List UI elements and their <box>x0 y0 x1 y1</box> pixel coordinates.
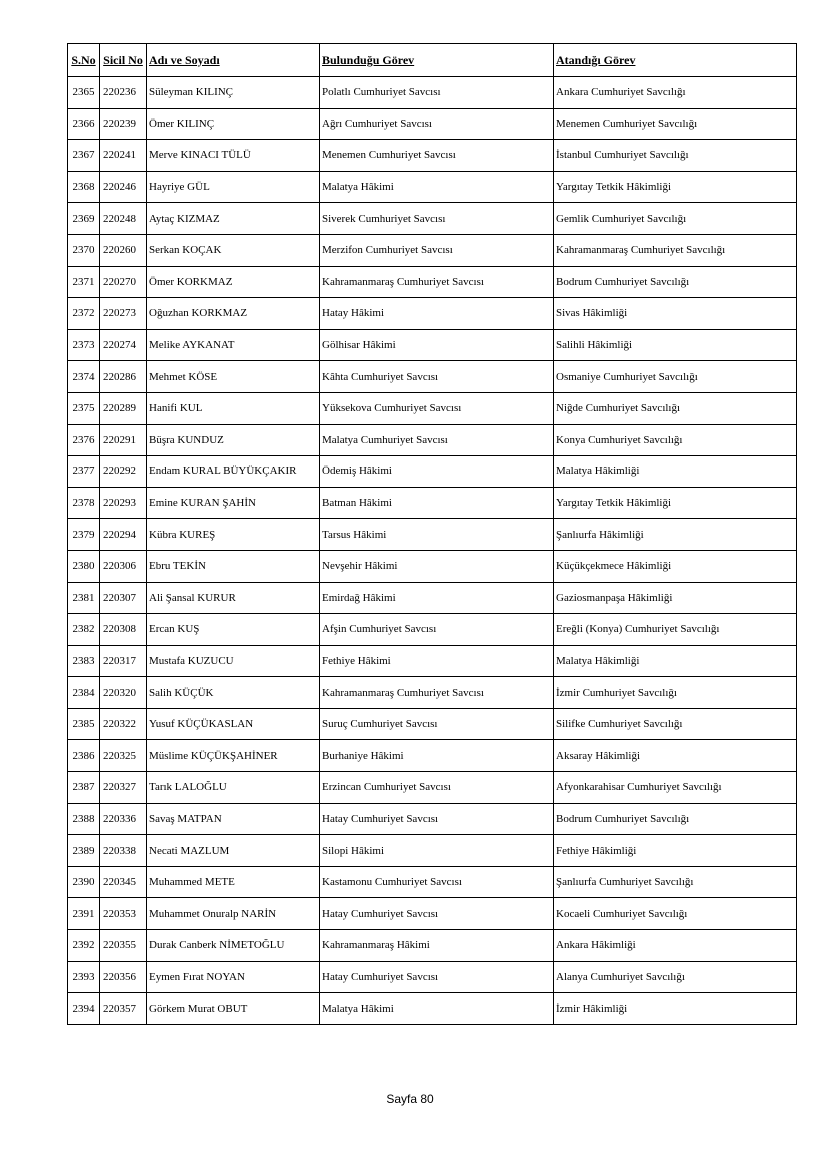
table-row <box>68 582 797 614</box>
cell-sno: 2379 <box>68 519 100 551</box>
table-row <box>68 930 797 962</box>
cell-current-post: Batman Hâkimi <box>320 487 554 519</box>
cell-sicil-no: 220308 <box>100 614 147 646</box>
table-row <box>68 171 797 203</box>
table-row <box>68 993 797 1025</box>
cell-current-post: Ödemiş Hâkimi <box>320 456 554 488</box>
cell-current-post: Malatya Cumhuriyet Savcısı <box>320 424 554 456</box>
table-header-row <box>68 44 797 77</box>
cell-sno: 2385 <box>68 708 100 740</box>
cell-assigned-post: Yargıtay Tetkik Hâkimliği <box>554 487 797 519</box>
cell-assigned-post: Küçükçekmece Hâkimliği <box>554 550 797 582</box>
cell-current-post: Siverek Cumhuriyet Savcısı <box>320 203 554 235</box>
cell-sicil-no: 220270 <box>100 266 147 298</box>
cell-name: Necati MAZLUM <box>147 835 320 867</box>
cell-current-post: Merzifon Cumhuriyet Savcısı <box>320 234 554 266</box>
header-current-post: Bulunduğu Görev <box>320 44 554 77</box>
cell-name: Muhammet Onuralp NARİN <box>147 898 320 930</box>
cell-sno: 2384 <box>68 677 100 709</box>
cell-sno: 2368 <box>68 171 100 203</box>
cell-assigned-post: Aksaray Hâkimliği <box>554 740 797 772</box>
header-assigned-post: Atandığı Görev <box>554 44 797 77</box>
cell-sno: 2392 <box>68 930 100 962</box>
cell-sno: 2378 <box>68 487 100 519</box>
cell-name: Ali Şansal KURUR <box>147 582 320 614</box>
cell-sno: 2367 <box>68 140 100 172</box>
cell-sicil-no: 220338 <box>100 835 147 867</box>
cell-sicil-no: 220273 <box>100 298 147 330</box>
cell-sicil-no: 220239 <box>100 108 147 140</box>
cell-current-post: Malatya Hâkimi <box>320 993 554 1025</box>
cell-sicil-no: 220248 <box>100 203 147 235</box>
cell-name: Büşra KUNDUZ <box>147 424 320 456</box>
cell-assigned-post: Ankara Hâkimliği <box>554 930 797 962</box>
table-row <box>68 487 797 519</box>
cell-sno: 2394 <box>68 993 100 1025</box>
cell-sno: 2386 <box>68 740 100 772</box>
cell-name: Durak Canberk NİMETOĞLU <box>147 930 320 962</box>
cell-sno: 2369 <box>68 203 100 235</box>
cell-assigned-post: Kahramanmaraş Cumhuriyet Savcılığı <box>554 234 797 266</box>
cell-assigned-post: Şanlıurfa Hâkimliği <box>554 519 797 551</box>
cell-name: Mustafa KUZUCU <box>147 645 320 677</box>
cell-sno: 2376 <box>68 424 100 456</box>
table-row <box>68 866 797 898</box>
cell-current-post: Kahramanmaraş Cumhuriyet Savcısı <box>320 677 554 709</box>
table-row <box>68 266 797 298</box>
cell-name: Endam KURAL BÜYÜKÇAKIR <box>147 456 320 488</box>
cell-assigned-post: Sivas Hâkimliği <box>554 298 797 330</box>
cell-sicil-no: 220241 <box>100 140 147 172</box>
cell-name: Hayriye GÜL <box>147 171 320 203</box>
cell-sno: 2393 <box>68 961 100 993</box>
cell-sicil-no: 220357 <box>100 993 147 1025</box>
cell-current-post: Hatay Cumhuriyet Savcısı <box>320 961 554 993</box>
cell-sno: 2387 <box>68 772 100 804</box>
cell-sicil-no: 220274 <box>100 329 147 361</box>
cell-sicil-no: 220294 <box>100 519 147 551</box>
cell-sicil-no: 220317 <box>100 645 147 677</box>
cell-name: Hanifi KUL <box>147 392 320 424</box>
cell-assigned-post: Osmaniye Cumhuriyet Savcılığı <box>554 361 797 393</box>
cell-assigned-post: Malatya Hâkimliği <box>554 645 797 677</box>
cell-sno: 2381 <box>68 582 100 614</box>
cell-sno: 2390 <box>68 866 100 898</box>
cell-sno: 2370 <box>68 234 100 266</box>
cell-sicil-no: 220322 <box>100 708 147 740</box>
cell-sicil-no: 220260 <box>100 234 147 266</box>
table-row <box>68 108 797 140</box>
cell-sno: 2372 <box>68 298 100 330</box>
table-row <box>68 361 797 393</box>
cell-name: Süleyman KILINÇ <box>147 77 320 109</box>
cell-current-post: Nevşehir Hâkimi <box>320 550 554 582</box>
cell-assigned-post: Gemlik Cumhuriyet Savcılığı <box>554 203 797 235</box>
cell-name: Serkan KOÇAK <box>147 234 320 266</box>
table-row <box>68 677 797 709</box>
cell-sicil-no: 220246 <box>100 171 147 203</box>
cell-assigned-post: Konya Cumhuriyet Savcılığı <box>554 424 797 456</box>
table-row <box>68 772 797 804</box>
cell-assigned-post: Malatya Hâkimliği <box>554 456 797 488</box>
header-sno: S.No <box>68 44 100 77</box>
cell-current-post: Hatay Cumhuriyet Savcısı <box>320 898 554 930</box>
table-row <box>68 645 797 677</box>
cell-name: Melike AYKANAT <box>147 329 320 361</box>
table-row <box>68 519 797 551</box>
cell-sno: 2365 <box>68 77 100 109</box>
cell-sno: 2380 <box>68 550 100 582</box>
cell-sicil-no: 220320 <box>100 677 147 709</box>
cell-name: Eymen Fırat NOYAN <box>147 961 320 993</box>
cell-name: Oğuzhan KORKMAZ <box>147 298 320 330</box>
cell-name: Ömer KORKMAZ <box>147 266 320 298</box>
table-row <box>68 234 797 266</box>
table-row <box>68 961 797 993</box>
cell-sicil-no: 220292 <box>100 456 147 488</box>
cell-current-post: Gölhisar Hâkimi <box>320 329 554 361</box>
cell-sicil-no: 220307 <box>100 582 147 614</box>
cell-sicil-no: 220336 <box>100 803 147 835</box>
cell-name: Tarık LALOĞLU <box>147 772 320 804</box>
cell-current-post: Tarsus Hâkimi <box>320 519 554 551</box>
cell-assigned-post: Gaziosmanpaşa Hâkimliği <box>554 582 797 614</box>
cell-name: Görkem Murat OBUT <box>147 993 320 1025</box>
cell-sno: 2382 <box>68 614 100 646</box>
table-body <box>68 77 797 1025</box>
assignment-table-container <box>67 43 796 1025</box>
cell-sno: 2366 <box>68 108 100 140</box>
cell-assigned-post: İzmir Hâkimliği <box>554 993 797 1025</box>
cell-name: Salih KÜÇÜK <box>147 677 320 709</box>
cell-current-post: Suruç Cumhuriyet Savcısı <box>320 708 554 740</box>
table-row <box>68 835 797 867</box>
cell-current-post: Burhaniye Hâkimi <box>320 740 554 772</box>
cell-assigned-post: Niğde Cumhuriyet Savcılığı <box>554 392 797 424</box>
table-row <box>68 77 797 109</box>
cell-assigned-post: Ereğli (Konya) Cumhuriyet Savcılığı <box>554 614 797 646</box>
cell-name: Mehmet KÖSE <box>147 361 320 393</box>
cell-assigned-post: Fethiye Hâkimliği <box>554 835 797 867</box>
cell-sicil-no: 220345 <box>100 866 147 898</box>
cell-name: Merve KINACI TÜLÜ <box>147 140 320 172</box>
cell-sicil-no: 220236 <box>100 77 147 109</box>
table-row <box>68 898 797 930</box>
cell-assigned-post: Kocaeli Cumhuriyet Savcılığı <box>554 898 797 930</box>
cell-sno: 2389 <box>68 835 100 867</box>
cell-current-post: Hatay Hâkimi <box>320 298 554 330</box>
assignment-table <box>67 43 797 1025</box>
cell-current-post: Ağrı Cumhuriyet Savcısı <box>320 108 554 140</box>
table-row <box>68 550 797 582</box>
cell-sicil-no: 220327 <box>100 772 147 804</box>
cell-name: Ömer KILINÇ <box>147 108 320 140</box>
table-row <box>68 203 797 235</box>
cell-name: Müslime KÜÇÜKŞAHİNER <box>147 740 320 772</box>
page-number: Sayfa 80 <box>386 1092 434 1106</box>
table-row <box>68 392 797 424</box>
cell-sno: 2377 <box>68 456 100 488</box>
cell-assigned-post: Afyonkarahisar Cumhuriyet Savcılığı <box>554 772 797 804</box>
cell-assigned-post: Ankara Cumhuriyet Savcılığı <box>554 77 797 109</box>
cell-sicil-no: 220325 <box>100 740 147 772</box>
cell-name: Savaş MATPAN <box>147 803 320 835</box>
cell-assigned-post: İstanbul Cumhuriyet Savcılığı <box>554 140 797 172</box>
table-row <box>68 424 797 456</box>
cell-sno: 2391 <box>68 898 100 930</box>
cell-current-post: Hatay Cumhuriyet Savcısı <box>320 803 554 835</box>
cell-sicil-no: 220289 <box>100 392 147 424</box>
cell-sicil-no: 220355 <box>100 930 147 962</box>
table-row <box>68 803 797 835</box>
cell-sno: 2388 <box>68 803 100 835</box>
cell-sno: 2383 <box>68 645 100 677</box>
header-name: Adı ve Soyadı <box>147 44 320 77</box>
cell-sicil-no: 220291 <box>100 424 147 456</box>
cell-sicil-no: 220306 <box>100 550 147 582</box>
table-row <box>68 708 797 740</box>
table-row <box>68 329 797 361</box>
cell-current-post: Emirdağ Hâkimi <box>320 582 554 614</box>
cell-sicil-no: 220286 <box>100 361 147 393</box>
cell-current-post: Polatlı Cumhuriyet Savcısı <box>320 77 554 109</box>
cell-current-post: Afşin Cumhuriyet Savcısı <box>320 614 554 646</box>
cell-current-post: Kâhta Cumhuriyet Savcısı <box>320 361 554 393</box>
cell-assigned-post: Menemen Cumhuriyet Savcılığı <box>554 108 797 140</box>
cell-assigned-post: Alanya Cumhuriyet Savcılığı <box>554 961 797 993</box>
table-row <box>68 456 797 488</box>
cell-name: Yusuf KÜÇÜKASLAN <box>147 708 320 740</box>
cell-sno: 2371 <box>68 266 100 298</box>
cell-sno: 2373 <box>68 329 100 361</box>
cell-name: Emine KURAN ŞAHİN <box>147 487 320 519</box>
cell-sicil-no: 220356 <box>100 961 147 993</box>
cell-assigned-post: Yargıtay Tetkik Hâkimliği <box>554 171 797 203</box>
table-row <box>68 140 797 172</box>
cell-current-post: Silopi Hâkimi <box>320 835 554 867</box>
cell-name: Ebru TEKİN <box>147 550 320 582</box>
cell-assigned-post: Şanlıurfa Cumhuriyet Savcılığı <box>554 866 797 898</box>
cell-assigned-post: Salihli Hâkimliği <box>554 329 797 361</box>
cell-assigned-post: Bodrum Cumhuriyet Savcılığı <box>554 266 797 298</box>
cell-current-post: Kahramanmaraş Hâkimi <box>320 930 554 962</box>
cell-current-post: Kastamonu Cumhuriyet Savcısı <box>320 866 554 898</box>
cell-assigned-post: Bodrum Cumhuriyet Savcılığı <box>554 803 797 835</box>
cell-name: Ercan KUŞ <box>147 614 320 646</box>
cell-current-post: Yüksekova Cumhuriyet Savcısı <box>320 392 554 424</box>
table-row <box>68 614 797 646</box>
cell-current-post: Erzincan Cumhuriyet Savcısı <box>320 772 554 804</box>
cell-sno: 2375 <box>68 392 100 424</box>
header-sicil-no: Sicil No <box>100 44 147 77</box>
cell-name: Kübra KUREŞ <box>147 519 320 551</box>
table-row <box>68 298 797 330</box>
cell-current-post: Kahramanmaraş Cumhuriyet Savcısı <box>320 266 554 298</box>
cell-current-post: Fethiye Hâkimi <box>320 645 554 677</box>
cell-assigned-post: İzmir Cumhuriyet Savcılığı <box>554 677 797 709</box>
cell-current-post: Malatya Hâkimi <box>320 171 554 203</box>
cell-current-post: Menemen Cumhuriyet Savcısı <box>320 140 554 172</box>
cell-assigned-post: Silifke Cumhuriyet Savcılığı <box>554 708 797 740</box>
cell-name: Muhammed METE <box>147 866 320 898</box>
cell-sno: 2374 <box>68 361 100 393</box>
cell-name: Aytaç KIZMAZ <box>147 203 320 235</box>
cell-sicil-no: 220293 <box>100 487 147 519</box>
table-row <box>68 740 797 772</box>
cell-sicil-no: 220353 <box>100 898 147 930</box>
